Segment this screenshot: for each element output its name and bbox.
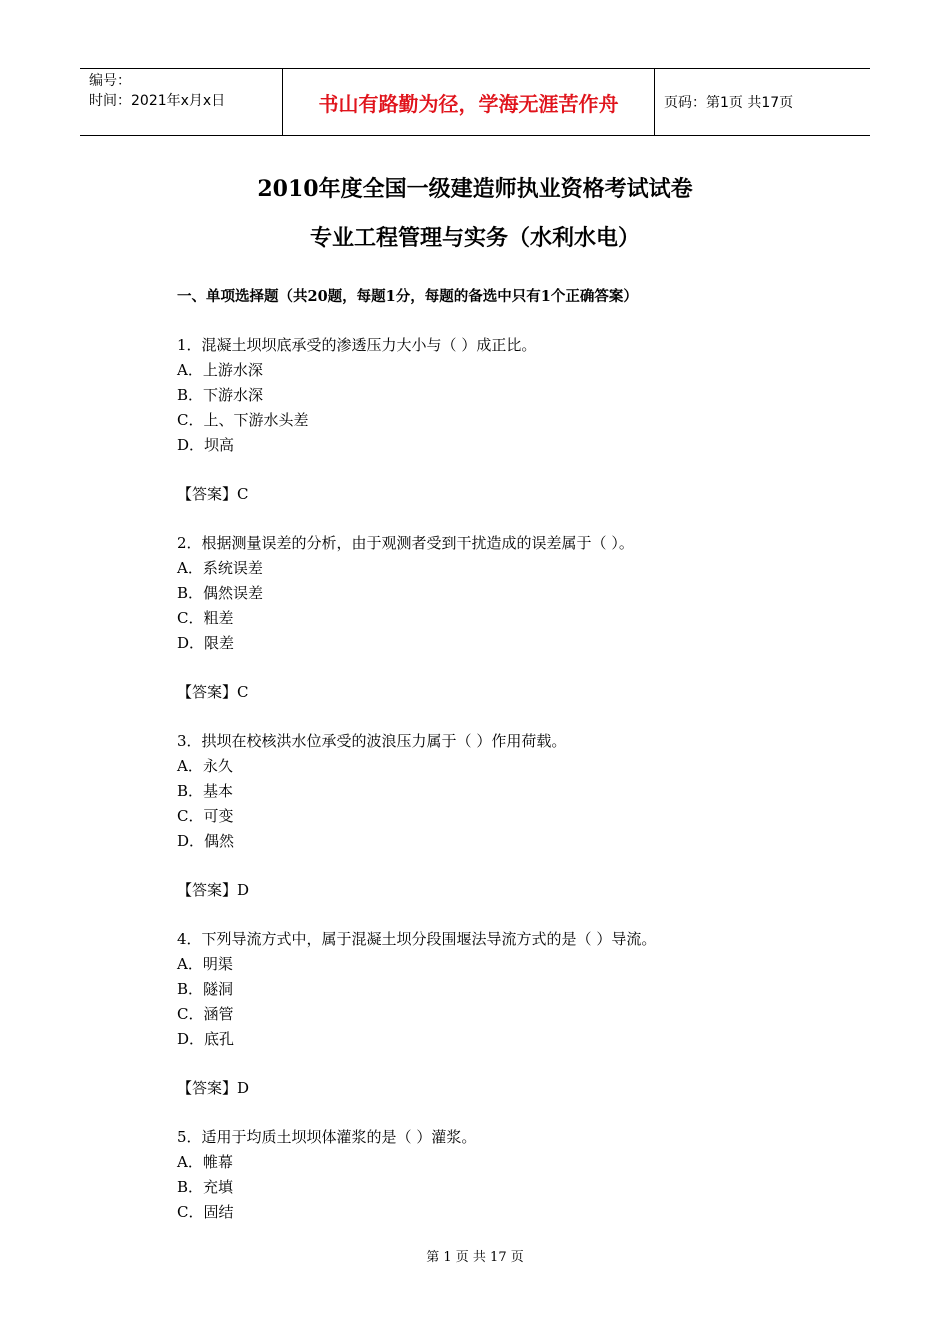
question-answer: 【答案】D	[177, 1079, 250, 1097]
answer-2	[177, 680, 877, 705]
header-page-info: 页码：第1页 共17页	[664, 95, 794, 111]
question-option: C．可变	[177, 807, 234, 825]
question-option: C．固结	[177, 1203, 234, 1221]
question-answer: 【答案】C	[177, 485, 249, 503]
question-stem: 3．拱坝在校核洪水位承受的波浪压力属于（ ）作用荷载。	[177, 732, 567, 750]
question-option: D．底孔	[177, 1030, 235, 1048]
question-option: D．坝高	[177, 436, 235, 454]
question-option: A．系统误差	[177, 559, 263, 577]
document-title: 2010年度全国一级建造师执业资格考试试卷	[257, 176, 693, 202]
number-label: 编号：	[89, 73, 131, 89]
header-motto: 书山有路勤为径，学海无涯苦作舟	[282, 69, 655, 135]
question-4	[177, 927, 877, 1052]
question-1	[177, 333, 877, 458]
question-3	[177, 729, 877, 854]
question-option: B．偶然误差	[177, 584, 264, 602]
time-label: 时间：2021年x月x日	[89, 93, 226, 109]
question-option: D．限差	[177, 634, 235, 652]
question-option: C．涵管	[177, 1005, 234, 1023]
question-option: B．基本	[177, 782, 234, 800]
page-footer: 第 1 页 共 17 页	[426, 1250, 524, 1265]
question-option: D．偶然	[177, 832, 235, 850]
question-option: A．上游水深	[177, 361, 263, 379]
question-option: A．帷幕	[177, 1153, 233, 1171]
question-option: B．充填	[177, 1178, 234, 1196]
question-answer: 【答案】D	[177, 881, 250, 899]
question-stem: 5．适用于均质土坝坝体灌浆的是（ ）灌浆。	[177, 1128, 477, 1146]
answer-3	[177, 878, 877, 903]
question-option: C．粗差	[177, 609, 234, 627]
page-header	[80, 68, 870, 136]
section-title: 一、单项选择题（共20题，每题1分，每题的备选中只有1个正确答案）	[177, 288, 638, 305]
document-subtitle: 专业工程管理与实务（水利水电）	[309, 225, 640, 251]
question-5	[177, 1125, 877, 1225]
question-option: A．明渠	[177, 955, 233, 973]
question-option: C．上、下游水头差	[177, 411, 309, 429]
question-stem: 1．混凝土坝坝底承受的渗透压力大小与（ ）成正比。	[177, 336, 537, 354]
question-option: A．永久	[177, 757, 233, 775]
question-option: B．隧洞	[177, 980, 234, 998]
answer-1	[177, 482, 877, 507]
question-stem: 2．根据测量误差的分析，由于观测者受到干扰造成的误差属于（ ）。	[177, 534, 634, 552]
question-option: B．下游水深	[177, 386, 264, 404]
question-stem: 4．下列导流方式中，属于混凝土坝分段围堰法导流方式的是（ ）导流。	[177, 930, 657, 948]
question-2	[177, 531, 877, 656]
header-left-cell	[80, 69, 282, 135]
answer-4	[177, 1076, 877, 1101]
question-list	[177, 333, 877, 1249]
question-answer: 【答案】C	[177, 683, 249, 701]
